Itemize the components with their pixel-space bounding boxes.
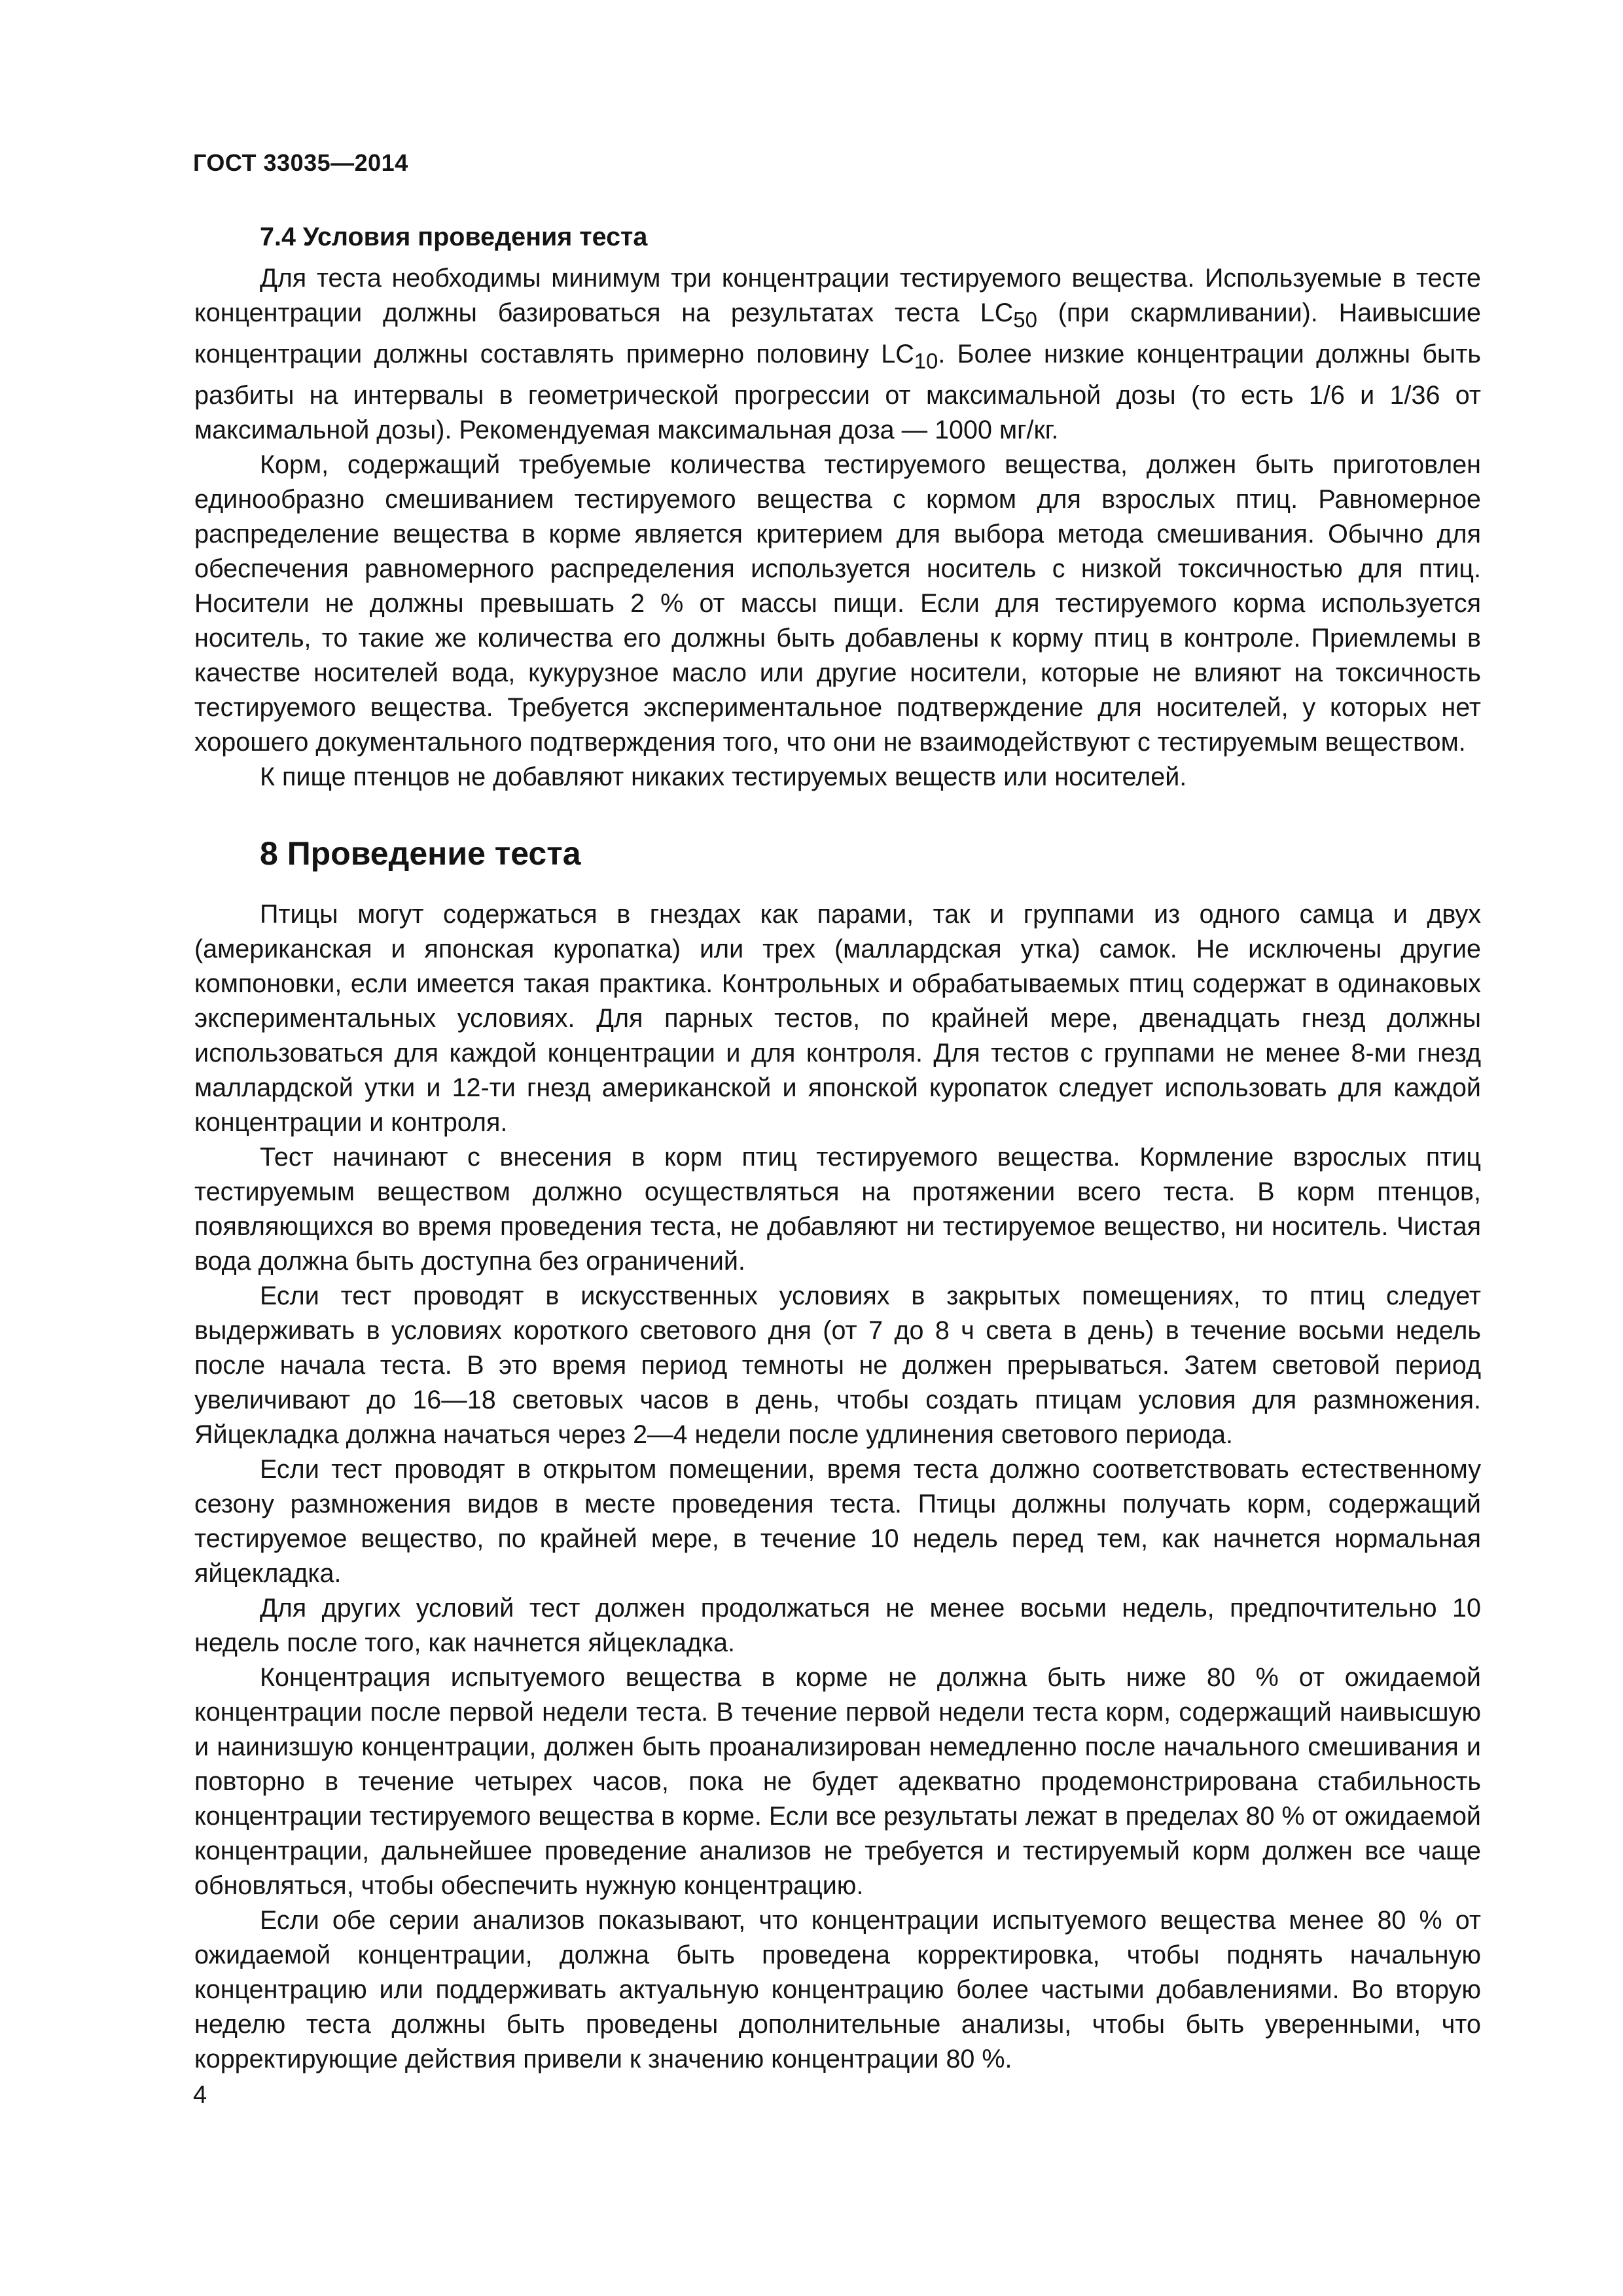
subscript: 50 <box>1013 307 1037 332</box>
subsection-title-7-4: 7.4 Условия проведения теста <box>260 223 648 251</box>
paragraph-8-6: Концентрация испытуемого вещества в корме не должна быть ниже 80 % от ожидаемой концентрации после первой недели теста. В течение первой недели теста корм, содержащий наивысшую и наинизшую концентрации, должен быть проанализирован немедленно после начального смешивания и повторно в течение четырех часов, пока не будет адекватно продемонстрирована стабильность концентрации тестируемого вещества в корме. Если все результаты лежат в пределах 80 % от ожидаемой концентрации, дальнейшее проведение анализов не требуется и тестируемый корм должен все чаще обновляться, чтобы обеспечить нужную концентрацию. <box>194 1662 1481 1900</box>
paragraph-7-4-1 <box>194 261 1481 448</box>
section-title-8: 8 Проведение теста <box>260 834 581 872</box>
paragraph-8-2: Тест начинают с внесения в корм птиц тестируемого вещества. Кормление взрослых птиц тестируемым веществом должно осуществляться на протяжении всего теста. В корм птенцов, появляющихся во время проведения теста, не добавляют ни тестируемое вещество, ни носитель. Чистая вода должна быть доступна без ограничений. <box>194 1142 1481 1276</box>
page-number: 4 <box>193 2081 207 2109</box>
paragraph-text: . Более низкие концентрации должны быть разбиты на интервалы в геометрической прогрессии от максимальной дозы (то есть 1/6 и 1/36 от максимальной дозы). Рекомендуемая максимальная доза — 1000 мг/кг. <box>194 339 1481 444</box>
subscript: 10 <box>914 348 938 373</box>
paragraph-text: Для теста необходимы минимум три концентрации тестируемого вещества. Используемые в тесте концентрации должны базироваться на результатах теста LC <box>194 264 1481 327</box>
paragraph-8-1: Птицы могут содержаться в гнездах как парами, так и группами из одного самца и двух (американская и японская куропатка) или трех (маллардская утка) самок. Не исключены другие компоновки, если имеется такая практика. Контрольных и обрабатываемых птиц содержат в одинаковых экспериментальных условиях. Для парных тестов, по крайней мере, двенадцать гнезд должны использоваться для каждой концентрации и для контроля. Для тестов с группами не менее 8-ми гнезд маллардской утки и 12-ти гнезд американской и японской куропаток следует использовать для каждой концентрации и контроля. <box>194 899 1481 1137</box>
paragraph-8-3: Если тест проводят в искусственных условиях в закрытых помещениях, то птиц следует выдерживать в условиях короткого светового дня (от 7 до 8 ч света в день) в течение восьми недель после начала теста. В это время период темноты не должен прерываться. Затем световой период увеличивают до 16—18 световых часов в день, чтобы создать птицам условия для размножения. Яйцекладка должна начаться через 2—4 недели после удлинения светового периода. <box>194 1281 1481 1449</box>
document-header: ГОСТ 33035—2014 <box>193 149 408 176</box>
paragraph-text: (при скармливании). Наивысшие концентрации должны составлять примерно половину LC <box>194 298 1481 368</box>
paragraph-8-4: Если тест проводят в открытом помещении, время теста должно соответствовать естественному сезону размножения видов в месте проведения теста. Птицы должны получать корм, содержащий тестируемое вещество, по крайней мере, в течение 10 недель перед тем, как начнется нормальная яйцекладка. <box>194 1454 1481 1588</box>
paragraph-7-4-2: Корм, содержащий требуемые количества тестируемого вещества, должен быть приготовлен единообразно смешиванием тестируемого вещества с кормом для взрослых птиц. Равномерное распределение вещества в корме является критерием для выбора метода смешивания. Обычно для обеспечения равномерного распределения используется носитель с низкой токсичностью для птиц. Носители не должны превышать 2 % от массы пищи. Если для тестируемого корма используется носитель, то такие же количества его должны быть добавлены к корму птиц в контроле. Приемлемы в качестве носителей вода, кукурузное масло или другие носители, которые не влияют на токсичность тестируемого вещества. Требуется экспериментальное подтверждение для носителей, у которых нет хорошего документального подтверждения того, что они не взаимодействуют с тестируемым веществом. <box>194 450 1481 757</box>
paragraph-8-5: Для других условий тест должен продолжаться не менее восьми недель, предпочтительно 10 недель после того, как начнется яйцекладка. <box>194 1593 1481 1657</box>
paragraph-7-4-3: К пище птенцов не добавляют никаких тестируемых веществ или носителей. <box>260 762 1187 791</box>
document-body <box>194 220 1481 2077</box>
paragraph-8-7: Если обе серии анализов показывают, что концентрации испытуемого вещества менее 80 % от ожидаемой концентрации, должна быть проведена корректировка, чтобы поднять начальную концентрацию или поддерживать актуальную концентрацию более частыми добавлениями. Во вторую неделю теста должны быть проведены дополнительные анализы, чтобы быть уверенными, что корректирующие действия привели к значению концентрации 80 %. <box>194 1905 1481 2073</box>
